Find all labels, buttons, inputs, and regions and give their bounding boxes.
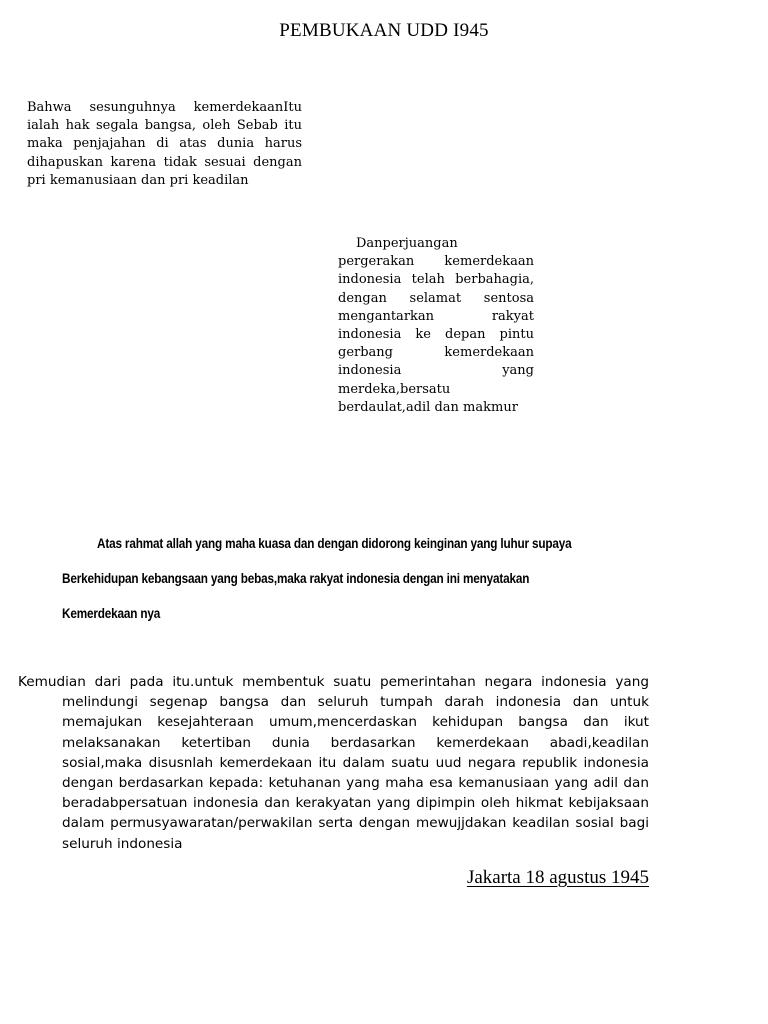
paragraph-fourth: Kemudian dari pada itu.untuk membentuk suatu pemerintahan negara indonesia yang melindungi segenap bangsa dan seluruh tumpah darah indonesia dan untuk memajukan kesejahteraan umum,mencerdaskan kehidupan bangsa dan ikut melaksanakan ketertiban dunia berdasarkan kemerdekaan abadi,keadilan sosial,maka disusnlah kemerdekaan itu dalam suatu uud negara republik indonesia dengan berdasarkan kepada: ketuhanan yang maha esa kemanusiaan yang adil dan beradabpersatuan indonesia dan kerakyatan yang dipimpin oleh hikmat kebijaksaan dalam permusyawaratan/perwakilan serta dengan mewujjdakan keadilan sosial bagi seluruh indonesia	[18, 674, 649, 852]
page-title: PEMBUKAAN UDD I945	[279, 20, 489, 41]
paragraph-first: Bahwa sesunguhnya kemerdekaanItu ialah hak segala bangsa, oleh Sebab itu maka penjajahan di atas dunia harus dihapuskan karena tidak sesuai dengan pri kemanusiaan dan pri keadilan	[27, 100, 302, 188]
paragraph-second: Danperjuangan pergerakan kemerdekaan indonesia telah berbahagia, dengan selamat sentosa mengantarkan rakyat indonesia ke depan pintu gerbang kemerdekaan indonesia yang merdeka,bersatu berdaulat,adil dan makmur	[338, 236, 534, 415]
closing-place-date: Jakarta 18 agustus 1945	[466, 867, 649, 888]
bold-statement-line-1: Atas rahmat allah yang maha kuasa dan dengan didorong keinginan yang luhur supaya	[97, 535, 572, 551]
bold-statement-line-2: Berkehidupan kebangsaan yang bebas,maka rakyat indonesia dengan ini menyatakan	[62, 570, 530, 586]
bold-statement-line-3: Kemerdekaan nya	[62, 605, 161, 621]
